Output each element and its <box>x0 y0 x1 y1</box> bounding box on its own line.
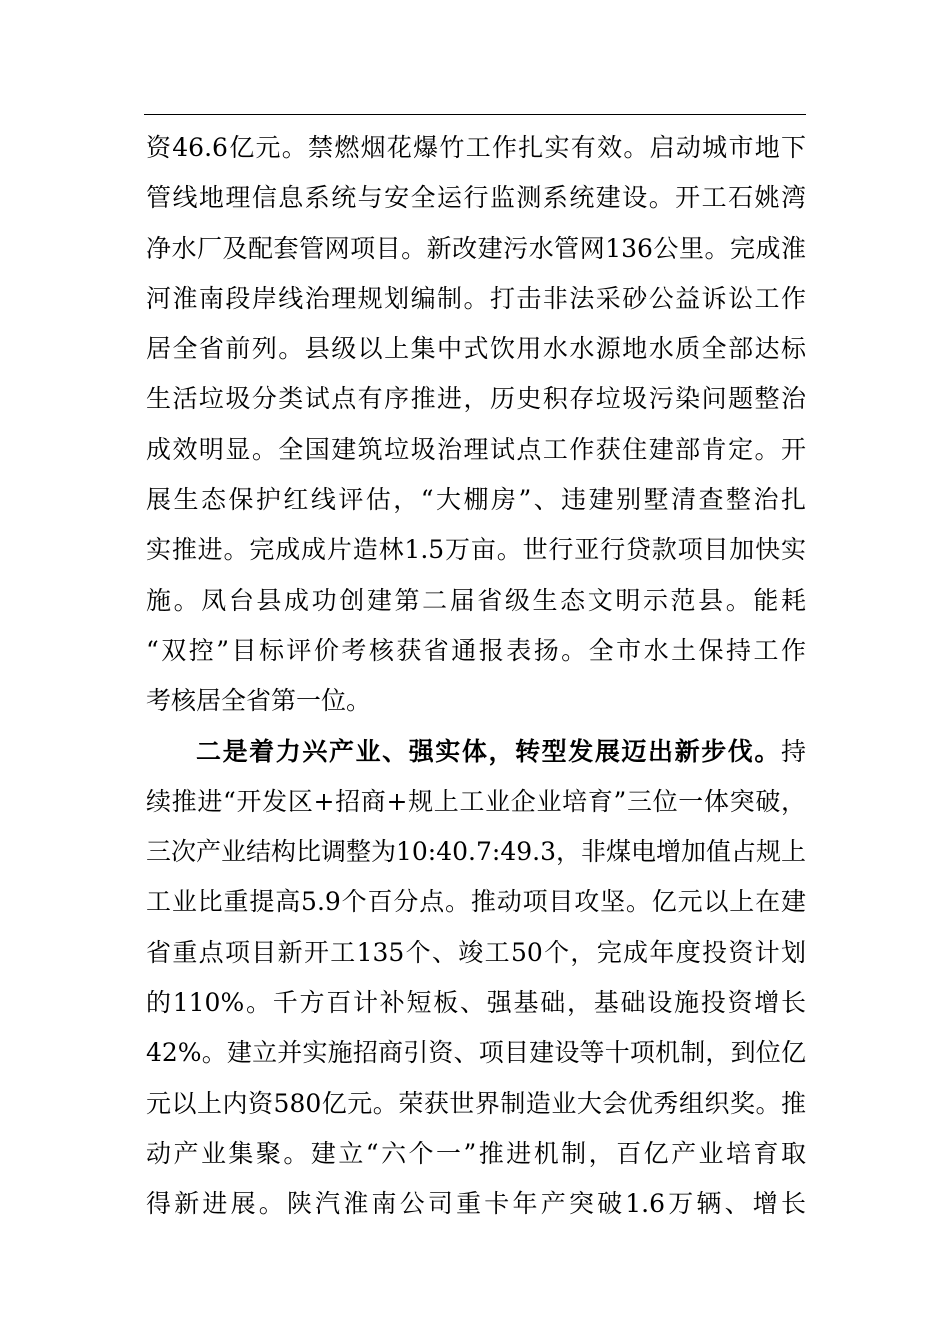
paragraph-first-line-rest: 持 <box>780 736 806 766</box>
header-rule <box>144 114 806 115</box>
text-line: 考核居全省第一位。 <box>146 686 372 716</box>
text-line: 三次产业结构比调整为10:40.7:49.3，非煤电增加值占规上 <box>146 837 806 867</box>
text-line: 续推进“开发区+招商+规上工业企业培育”三位一体突破， <box>146 786 806 816</box>
text-line: 净水厂及配套管网项目。新改建污水管网136公里。完成淮 <box>146 233 806 263</box>
text-line: 生活垃圾分类试点有序推进，历史积存垃圾污染问题整治 <box>146 384 806 414</box>
paragraph-heading: 二是着力兴产业、强实体，转型发展迈出新步伐。 <box>196 736 781 766</box>
document-body <box>146 123 806 1230</box>
paragraph-first-line <box>146 727 806 777</box>
text-line: 动产业集聚。建立“六个一”推进机制，百亿产业培育取 <box>146 1138 806 1168</box>
text-line: 元以上内资580亿元。荣获世界制造业大会优秀组织奖。推 <box>146 1088 806 1118</box>
text-line: 省重点项目新开工135个、竣工50个，完成年度投资计划 <box>146 937 806 967</box>
text-line: 42%。建立并实施招商引资、项目建设等十项机制，到位亿 <box>146 1038 806 1068</box>
text-line: 的110%。千方百计补短板、强基础，基础设施投资增长 <box>146 988 806 1018</box>
text-line: “双控”目标评价考核获省通报表扬。全市水土保持工作 <box>146 635 806 665</box>
text-line: 成效明显。全国建筑垃圾治理试点工作获住建部肯定。开 <box>146 434 806 464</box>
text-line: 实推进。完成成片造林1.5万亩。世行亚行贷款项目加快实 <box>146 535 806 565</box>
text-line: 得新进展。陕汽淮南公司重卡年产突破1.6万辆、增长 <box>146 1189 806 1219</box>
text-line: 居全省前列。县级以上集中式饮用水水源地水质全部达标 <box>146 334 806 364</box>
text-line: 管线地理信息系统与安全运行监测系统建设。开工石姚湾 <box>146 183 806 213</box>
paragraph-industry <box>146 727 806 1230</box>
text-line: 施。凤台县成功创建第二届省级生态文明示范县。能耗 <box>146 585 806 615</box>
text-line: 河淮南段岸线治理规划编制。打击非法采砂公益诉讼工作 <box>146 283 806 313</box>
text-line: 资46.6亿元。禁燃烟花爆竹工作扎实有效。启动城市地下 <box>146 133 806 162</box>
text-line: 工业比重提高5.9个百分点。推动项目攻坚。亿元以上在建 <box>146 887 806 917</box>
paragraph-ecology <box>146 123 806 727</box>
text-line: 展生态保护红线评估，“大棚房”、违建别墅清查整治扎 <box>146 485 806 515</box>
